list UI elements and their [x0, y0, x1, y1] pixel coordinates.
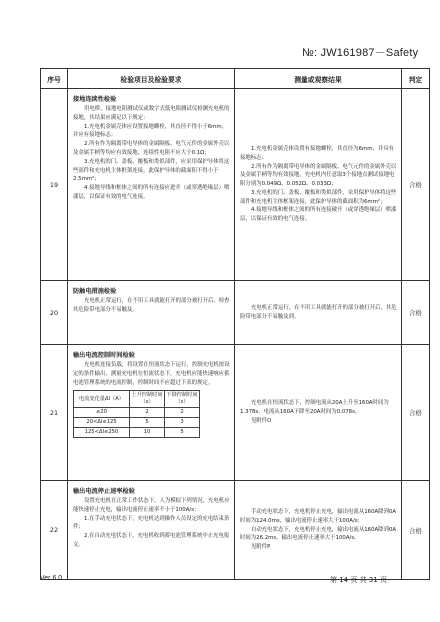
table-row: [41, 481, 430, 580]
verdict: 合格: [402, 281, 430, 345]
attachment-reference: 见附件O: [251, 417, 272, 424]
verdict: 合格: [402, 481, 430, 580]
subtable-cell: 3: [165, 418, 200, 428]
row-number: 20: [41, 281, 68, 345]
subtable-row: [74, 418, 200, 428]
header-verdict: 判定: [402, 69, 430, 89]
subtable-cell: 5: [130, 418, 165, 428]
requirement-text: 用电桥、接地电阻测试仪或数字式低电阻测试仪检测充电机的接地，其结果应满足以下规定：: [73, 106, 230, 121]
result-text: 2.所有作为隔离带电导体的金属隔板、电气元件的金属外壳以及金属手柄等均有效接地，充电机内任意取3个接地点测试接地电阻分别为0.049Ω、0.052Ω、0.033Ω；: [240, 163, 397, 188]
subtable-header: 电流变化量ΔI（A）: [74, 391, 130, 408]
result-text: 手动充电状态下，充电机停止充电，输出电流从160A降到0A时间为124.0ms，输出电流停止速率大于100A/s；: [240, 509, 397, 524]
result-text: 自动充电状态下，充电机停止充电，输出电流从160A降到0A时间为26.2ms，输出电流停止速率大于100A/s。: [240, 526, 397, 542]
row-number: 21: [41, 345, 68, 481]
subtable-cell: 20<ΔI≤125: [74, 418, 130, 428]
result-cell: [235, 89, 402, 281]
result-text: 4.接地导线和框体之间的所有连接破开（或穿透绝缘层）喷漆层，以保证有效的电气连接。: [240, 207, 397, 223]
requirement-cell: [68, 281, 235, 345]
table-row: [41, 281, 430, 345]
subtable-cell: ≤20: [74, 408, 130, 418]
requirement-text: 1.在手动充电状态下，充电机达到操作人员设定的充电结束条件；: [73, 515, 230, 531]
subtable-cell: 5: [165, 428, 200, 438]
row-number: 22: [41, 481, 68, 580]
subtable-header-row: [74, 391, 200, 408]
table-header-row: [41, 69, 430, 89]
inspection-table: [40, 68, 430, 580]
requirement-text: 充电机连接负载，将设置在恒流状态下运行，控制充电机按设定的条件输出，测量充电机在恒流状态下，充电机应能快速响应蓄电池管理系统的电流控制，控制时间不应超过下表的规定。: [73, 362, 230, 386]
result-cell: [235, 481, 402, 580]
subtable-row: [74, 428, 200, 438]
row-number: 19: [41, 89, 68, 281]
control-time-table: [73, 390, 200, 438]
header-result: 测量或观察结果: [235, 69, 402, 89]
report-number: №: JW161987－Safety: [302, 47, 419, 59]
subtable-cell: 125<ΔI≤250: [74, 428, 130, 438]
item-title: 接地连续性检验: [73, 96, 117, 103]
result-text: 3.充电机的门、盖板、覆板和类似部件，采用保护导体将这些部件和充电机主体框架连接，此保护导体的截面积为6mm²；: [240, 189, 397, 205]
subtable-cell: 2: [130, 408, 165, 418]
requirement-cell: [68, 89, 235, 281]
header-no: 序号: [41, 69, 68, 89]
requirement-text: 设置充电机在正常工作状态下，人为模拟下列情况，充电机应能快速停止充电，输出电流停止速率不小于100A/s：: [73, 498, 230, 513]
page-number: 第 14 页 共 31 页: [330, 576, 387, 584]
item-title: 输出电流控制时间检验: [73, 352, 135, 359]
version-label: Ver 6.0: [40, 575, 63, 582]
result-text: 1.充电机金属壳体设置有接地螺栓，其直径为6mm，并具有接地标志；: [240, 145, 395, 161]
attachment-reference: 见附件P: [251, 544, 271, 551]
requirement-text: 1.充电机金属壳体应设置接地螺栓，其直径不得小于6mm，并应有接地标志；: [73, 123, 228, 139]
verdict: 合格: [402, 345, 430, 481]
result-text: 充电机正常运行，在不用工具就能打开的部分被打开后，其危险带电部分不易触及到。: [240, 304, 397, 320]
requirement-text: 3.充电机的门、盖板、覆板和类似部件，应采用保护导体将这些部件和充电机主体框架连接，此保护导体的截面积不得小于2.5mm²；: [73, 158, 230, 183]
requirement-text: 2.所有作为隔离带电导体的金属隔板、电气元件的金属外壳以及金属手柄等均应有效接地，连续性电阻不应大于0.1Ω；: [73, 141, 230, 156]
item-title: 输出电流停止速率检验: [73, 488, 135, 495]
header-item: 检验项目及检验要求: [68, 69, 235, 89]
requirement-text: 充电机正常运行，在不用工具就能打开的部分被打开后，检查其危险带电部分不易触及。: [73, 298, 230, 313]
requirement-text: 2.在自动充电状态下，充电机收到蓄电池管理系统中止充电报文。: [73, 533, 230, 548]
subtable-cell: 10: [130, 428, 165, 438]
table-row: [41, 89, 430, 281]
subtable-row: [74, 408, 200, 418]
subtable-cell: 2: [165, 408, 200, 418]
requirement-text: 4.接地导线和框体之间的所有连接应进开（或穿透绝缘层）喷漆层，以保证有效的电气连接。: [73, 185, 230, 200]
verdict: 合格: [402, 89, 430, 281]
result-cell: [235, 281, 402, 345]
table-row: [41, 345, 430, 481]
result-text: 充电机在恒流状态下，控制电流从20A上升至160A时间为1.378s，电流从160A下降至20A时间为0.078s。: [240, 400, 389, 416]
requirement-cell: [68, 345, 235, 481]
requirement-cell: [68, 481, 235, 580]
subtable-header: 上升控制时间（s）: [130, 391, 165, 408]
item-title: 防触电措施检验: [73, 288, 117, 295]
result-cell: [235, 345, 402, 481]
subtable-header: 下降控制时间（s）: [165, 391, 200, 408]
